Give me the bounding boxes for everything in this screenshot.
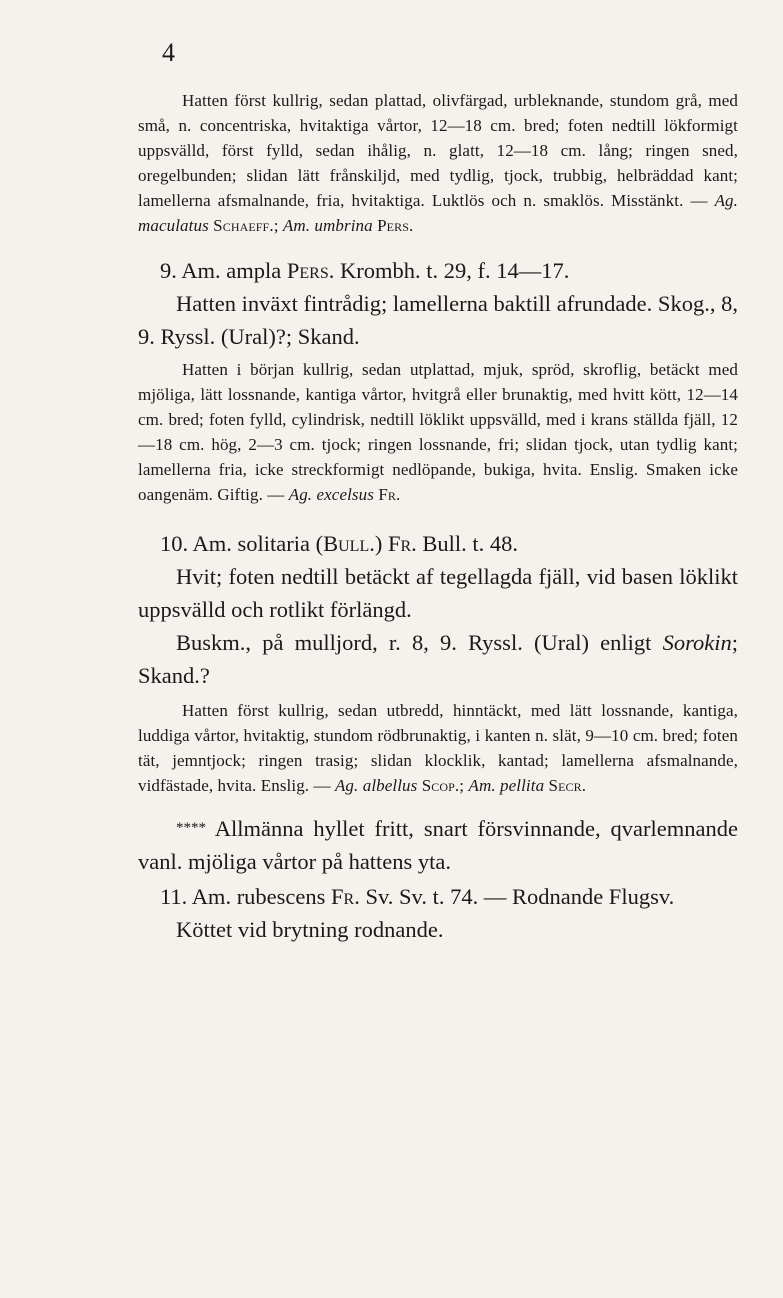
species-detail bbox=[138, 357, 738, 507]
species-name: Am. rubescens bbox=[191, 884, 326, 909]
species-author: (Bull.) bbox=[315, 531, 383, 556]
group-marker: **** bbox=[176, 820, 206, 836]
species-reference: Bull. t. 48. bbox=[422, 531, 519, 556]
species-number: 9. bbox=[160, 258, 177, 283]
species-heading-9 bbox=[138, 254, 738, 287]
species-description: Köttet vid brytning rodnande. bbox=[176, 917, 444, 942]
species-detail bbox=[138, 698, 738, 798]
species-author: Fr. bbox=[331, 884, 360, 909]
separator: ; bbox=[273, 216, 283, 235]
paragraph-continuation bbox=[138, 88, 738, 238]
detail-text: Hatten först kullrig, sedan utbredd, hinntäckt, med lätt lossnande, kantiga, luddiga vårtor, hvitaktig, stundom rödbrunaktig, i kanten n. slät, 9—10 cm. bred; foten tät, jemntjock; ringen trasig; slidan klocklik, kantad; lamellerna afsmalnande, vidfästade, hvita. Enslig. — bbox=[138, 701, 738, 795]
species-heading-11 bbox=[138, 880, 738, 913]
habitat-text: ; Skand.? bbox=[138, 630, 738, 688]
group-text: Allmänna hyllet fritt, snart försvinnande, qvarlemnande vanl. mjöliga vårtor på hattens yta. bbox=[138, 816, 738, 874]
species-author: Pers. bbox=[286, 258, 335, 283]
synonym: Ag. maculatus bbox=[138, 191, 738, 235]
species-name: Am. solitaria bbox=[192, 531, 310, 556]
species-number: 10. bbox=[160, 531, 189, 556]
species-reference: Sv. Sv. t. 74. — Rodnande Flugsv. bbox=[365, 884, 675, 909]
species-name: Am. ampla bbox=[181, 258, 282, 283]
synonym: Ag. albellus bbox=[334, 776, 418, 795]
page-number: 4 bbox=[162, 38, 175, 67]
species-description: Hatten inväxt fintrådig; lamellerna baktill afrundade. Skog., 8, 9. Ryssl. (Ural)?; Skand. bbox=[138, 291, 738, 349]
habitat-text: Buskm., på mulljord, r. 8, 9. Ryssl. (Ural) enligt bbox=[176, 630, 663, 655]
species-author: Fr. bbox=[387, 531, 417, 556]
synonym: Am. umbrina bbox=[282, 216, 373, 235]
synonym-author: Fr. bbox=[378, 485, 401, 504]
group-heading bbox=[138, 812, 738, 878]
synonym-author: Secr. bbox=[548, 776, 587, 795]
synonym: Am. pellita bbox=[468, 776, 545, 795]
paragraph-text: Hatten först kullrig, sedan plattad, olivfärgad, urbleknande, stundom grå, med små, n. concentriska, hvitaktiga vårtor, 12—18 cm. bred; foten nedtill lökformigt uppsvälld, först fylld, sedan ihålig, n. glatt, 12—18 cm. lång; ringen sned, oregelbunden; slidan lätt frånskiljd, med tydlig, tjock, trubbig, helbräddad kant; lamellerna afsmalnande, fria, hvitaktiga. Luktlös och n. smaklös. Misstänkt. — bbox=[138, 91, 738, 210]
species-reference: Krombh. t. 29, f. 14—17. bbox=[339, 258, 570, 283]
synonym-author: Scop. bbox=[421, 776, 460, 795]
detail-text: Hatten i början kullrig, sedan utplattad, mjuk, spröd, skroflig, betäckt med mjöliga, lätt lossnande, kantiga vårtor, hvitgrå eller brunaktig, med hvitt kött, 12—14 cm. bred; foten fylld, cylindrisk, nedtill löklikt uppsvälld, med i krans ställda fjäll, 12—18 cm. hög, 2—3 cm. tjock; ringen lossnande, fri; slidan tjock, utan tydlig kant; lamellerna fria, icke streckformigt nedlöpande, bukiga, hvita. Enslig. Smaken icke oangenäm. Giftig. — bbox=[138, 360, 738, 504]
separator: ; bbox=[459, 776, 469, 795]
synonym-author: Schaeff. bbox=[213, 216, 274, 235]
habitat-author: Sorokin bbox=[662, 630, 732, 655]
synonym: Ag. excelsus bbox=[288, 485, 374, 504]
species-number: 11. bbox=[160, 884, 188, 909]
page-body bbox=[138, 88, 738, 946]
synonym-author: Pers. bbox=[377, 216, 414, 235]
species-description: Hvit; foten nedtill betäckt af tegellagda fjäll, vid basen löklikt uppsvälld och rotlikt förlängd. bbox=[138, 564, 738, 622]
species-habitat bbox=[138, 626, 738, 692]
species-heading-10 bbox=[138, 527, 738, 560]
